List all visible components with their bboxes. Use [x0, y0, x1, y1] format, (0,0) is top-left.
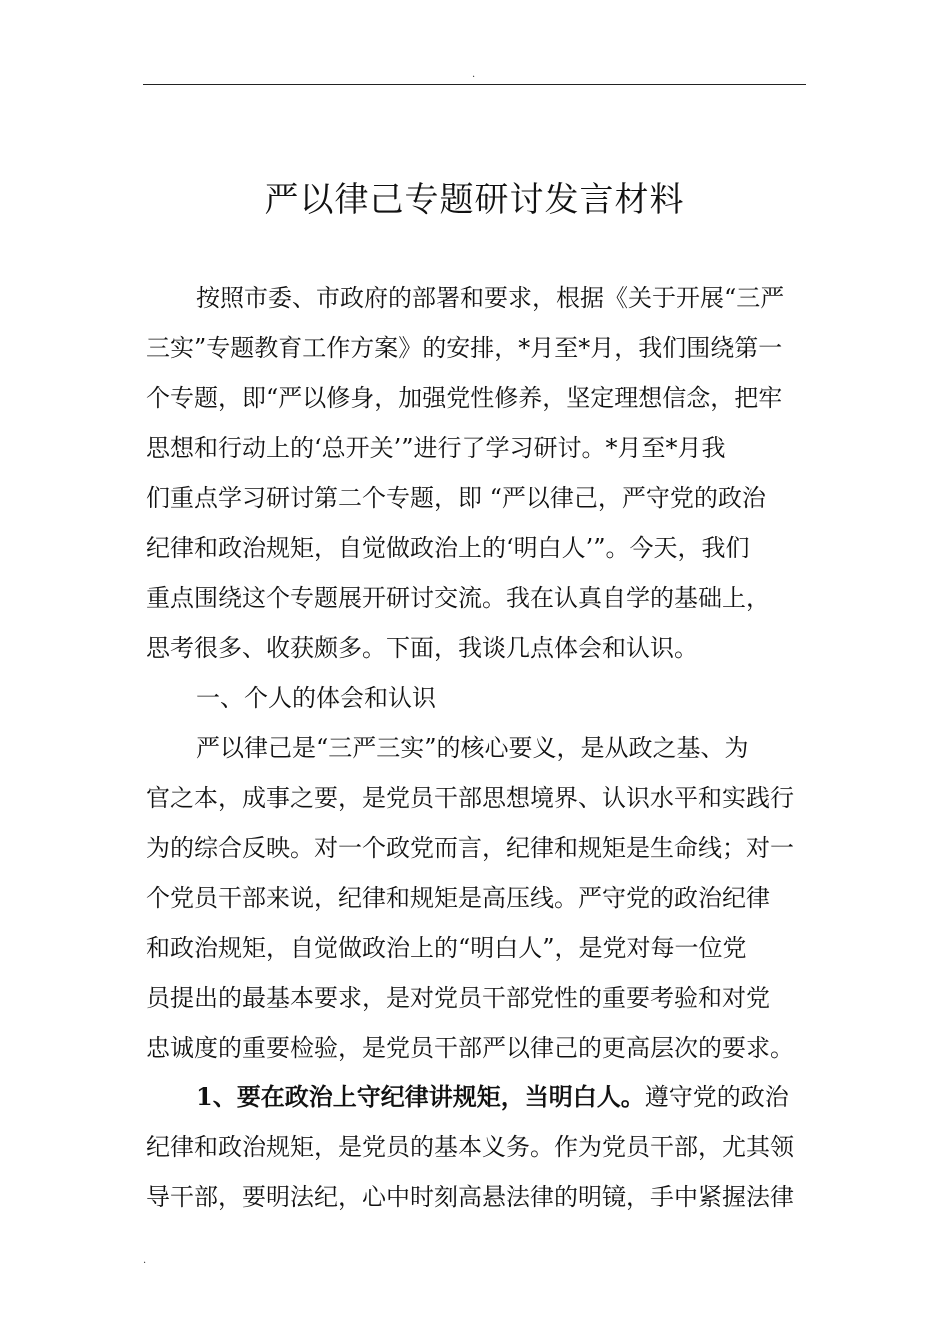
point-text: 遵守党的政治 [644, 1083, 789, 1111]
paragraph-line: 个党员干部来说，纪律和规矩是高压线。严守党的政治纪律 [146, 884, 770, 912]
paragraph-line: 按照市委、市政府的部署和要求，根据《关于开展“三严 [196, 284, 785, 312]
paragraph-line: 个专题，即“严以修身，加强党性修养，坚定理想信念，把牢 [146, 384, 783, 412]
paragraph-line: 三实”专题教育工作方案》的安排，*月至*月，我们围绕第一 [146, 334, 783, 362]
header-rule [143, 84, 806, 85]
paragraph-line: 思想和行动上的‘总开关’”进行了学习研讨。*月至*月我 [146, 434, 726, 462]
header-mark: . [472, 69, 476, 80]
document-title: 严以律己专题研讨发言材料 [264, 180, 685, 220]
paragraph-line: 和政治规矩，自觉做政治上的“明白人”，是党对每一位党 [146, 934, 747, 962]
paragraph-line: 员提出的最基本要求，是对党员干部党性的重要考验和对党 [146, 984, 770, 1012]
paragraph-line: 们重点学习研讨第二个专题，即 “严以律己，严守党的政治 [146, 484, 766, 512]
paragraph-line: 纪律和政治规矩，是党员的基本义务。作为党员干部，尤其领 [146, 1133, 794, 1161]
point-heading: 1、要在政治上守纪律讲规矩，当明白人。 [196, 1082, 645, 1111]
footer-mark: . [143, 1255, 147, 1266]
paragraph-line: 思考很多、收获颇多。下面，我谈几点体会和认识。 [146, 634, 698, 662]
paragraph-line: 导干部，要明法纪，心中时刻高悬法律的明镜，手中紧握法律 [146, 1183, 794, 1211]
paragraph-line: 官之本，成事之要，是党员干部思想境界、认识水平和实践行 [146, 784, 794, 812]
paragraph-line: 重点围绕这个专题展开研讨交流。我在认真自学的基础上， [146, 584, 770, 612]
paragraph-line: 为的综合反映。对一个政党而言，纪律和规矩是生命线；对一 [146, 834, 794, 862]
paragraph-line: 纪律和政治规矩，自觉做政治上的‘明白人’”。今天，我们 [146, 534, 750, 562]
section-heading: 一、个人的体会和认识 [196, 684, 436, 712]
paragraph-line: 严以律己是“三严三实”的核心要义，是从政之基、为 [196, 734, 749, 762]
paragraph-line: 忠诚度的重要检验，是党员干部严以律己的更高层次的要求。 [146, 1034, 794, 1062]
point-line [196, 1082, 876, 1112]
